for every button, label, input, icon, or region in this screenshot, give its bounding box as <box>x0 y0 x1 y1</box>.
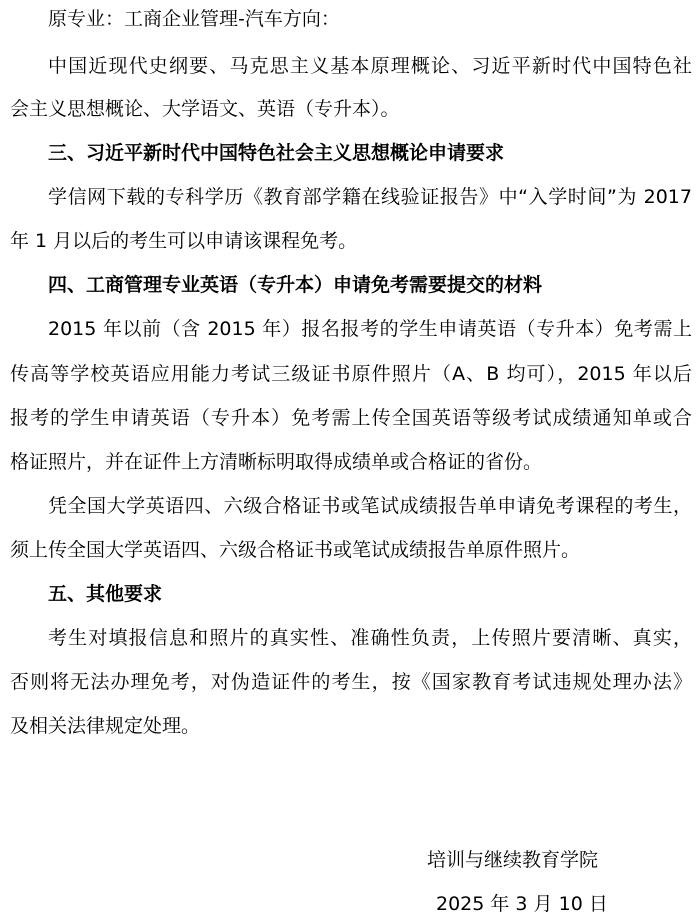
paragraph-5-line-1: 凭全国大学英语四、六级合格证书或笔试成绩报告单申请免考课程的考生， <box>48 495 692 517</box>
paragraph-4-line-3: 报考的学生申请英语（专升本）免考需上传全国英语等级考试成绩通知单或合 <box>10 407 692 429</box>
paragraph-3-line-2: 年 1 月以后的考生可以申请该课程免考。 <box>10 230 358 252</box>
signature-date: 2025 年 3 月 10 日 <box>436 893 608 915</box>
paragraph-4-line-1: 2015 年以前（含 2015 年）报名报考的学生申请英语（专升本）免考需上 <box>48 318 692 340</box>
paragraph-4-line-2: 传高等学校英语应用能力考试三级证书原件照片（A、B 均可），2015 年以后 <box>10 363 692 385</box>
paragraph-6-line-3: 及相关法律规定处理。 <box>10 715 201 737</box>
paragraph-6-line-1: 考生对填报信息和照片的真实性、准确性负责，上传照片要清晰、真实， <box>48 627 692 649</box>
course-list-line-2: 会主义思想概论、大学语文、英语（专升本）。 <box>10 98 400 120</box>
section-heading-4: 四、工商管理专业英语（专升本）申请免考需要提交的材料 <box>48 274 543 296</box>
paragraph-3-line-1: 学信网下载的专科学历《教育部学籍在线验证报告》中“入学时间”为 2017 <box>48 186 692 208</box>
paragraph-4-line-4: 格证照片，并在证件上方清晰标明取得成绩单或合格证的省份。 <box>10 451 543 473</box>
signature-organization: 培训与继续教育学院 <box>427 849 599 871</box>
section-heading-3: 三、习近平新时代中国特色社会主义思想概论申请要求 <box>48 142 505 164</box>
course-list-line-1: 中国近现代史纲要、马克思主义基本原理概论、习近平新时代中国特色社 <box>48 55 692 77</box>
major-label: 原专业：工商企业管理-汽车方向： <box>48 8 340 30</box>
paragraph-5-line-2: 须上传全国大学英语四、六级合格证书或笔试成绩报告单原件照片。 <box>10 539 581 561</box>
section-heading-5: 五、其他要求 <box>48 583 163 605</box>
paragraph-6-line-2: 否则将无法办理免考，对伪造证件的考生，按《国家教育考试违规处理办法》 <box>10 671 692 693</box>
